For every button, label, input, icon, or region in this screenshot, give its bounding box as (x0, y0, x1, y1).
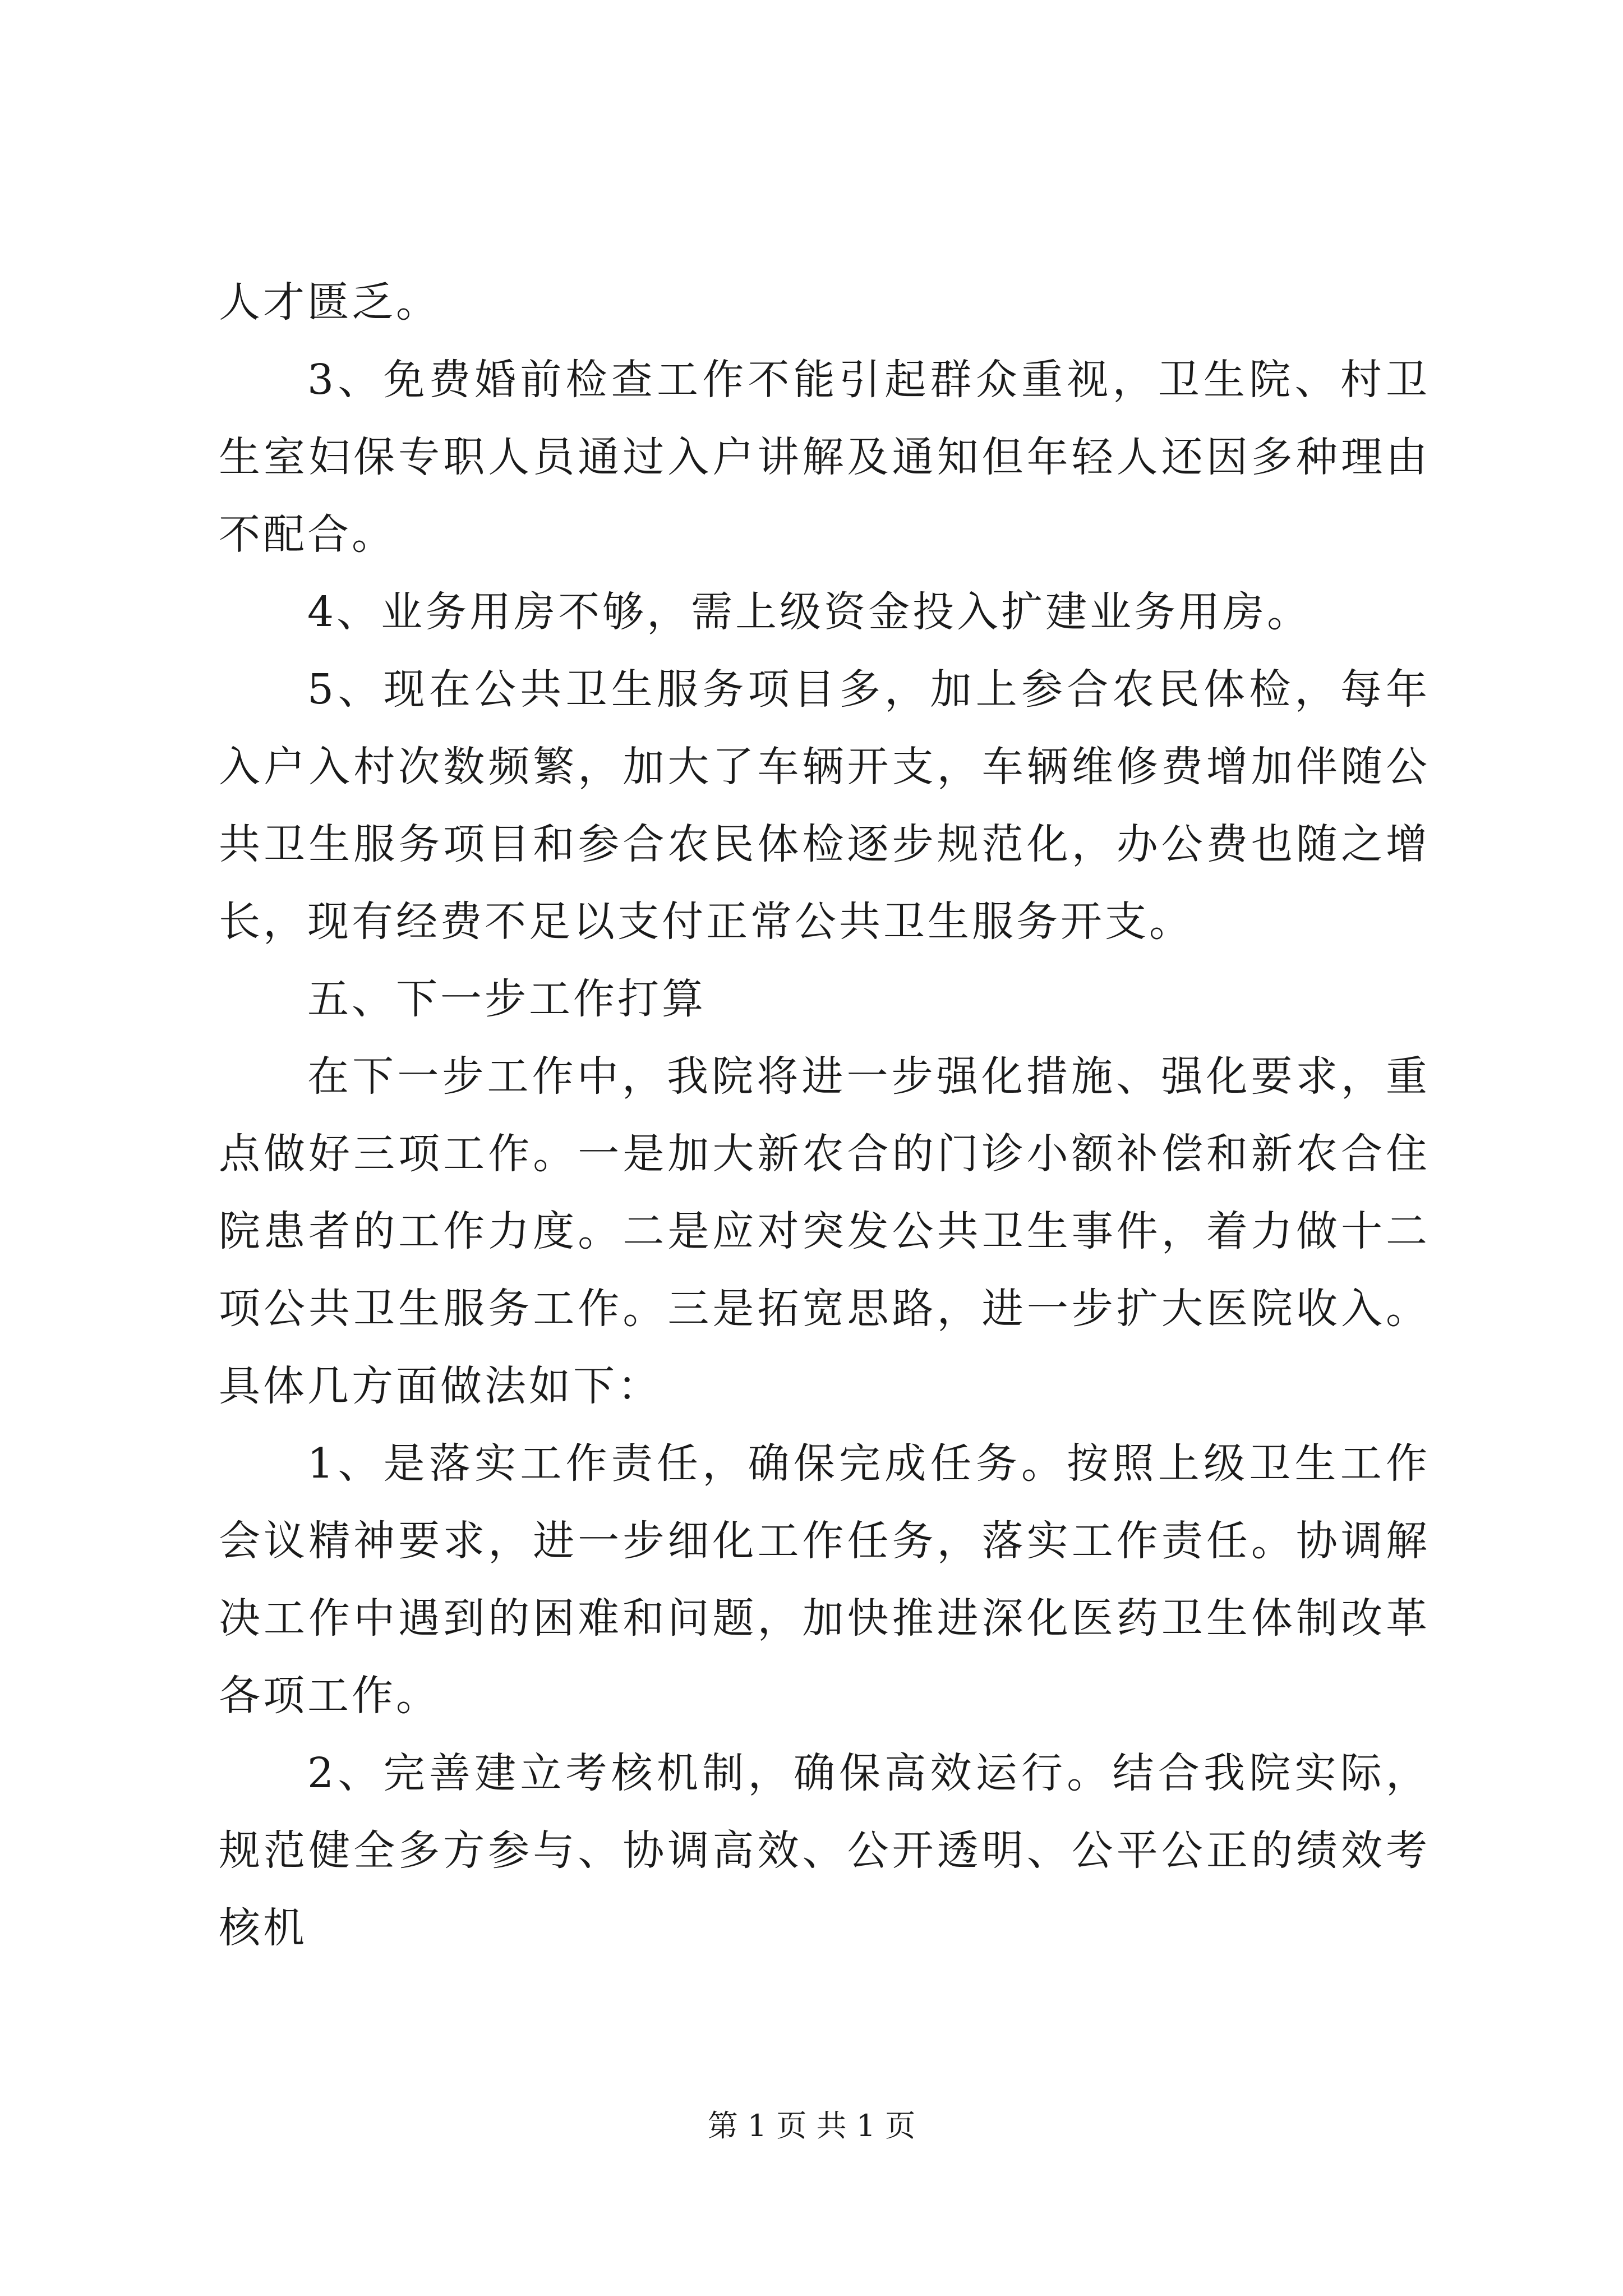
paragraph-6: 在下一步工作中，我院将进一步强化措施、强化要求，重点做好三项工作。一是加大新农合的门诊小额补偿和新农合住院患者的工作力度。二是应对突发公共卫生事件，着力做十二项公共卫生服务工作。三是拓宽思路，进一步扩大医院收入。具体几方面做法如下： (219, 1052, 1430, 1410)
paragraph-7: 1、是落实工作责任，确保完成任务。按照上级卫生工作会议精神要求，进一步细化工作任务，落实工作责任。协调解决工作中遇到的困难和问题，加快推进深化医药卫生体制改革各项工作。 (219, 1439, 1430, 1720)
paragraph-1: 人才匮乏。 (219, 278, 440, 326)
page-footer: 第 1 页 共 1 页 (707, 2108, 916, 2143)
paragraph-4: 5、现在公共卫生服务项目多，加上参合农民体检，每年入户入村次数频繁，加大了车辆开支，车辆维修费增加伴随公共卫生服务项目和参合农民体检逐步规范化，办公费也随之增长，现有经费不足以支付正常公共卫生服务开支。 (219, 665, 1430, 946)
paragraph-8: 2、完善建立考核机制，确保高效运行。结合我院实际，规范健全多方参与、协调高效、公开透明、公平公正的绩效考核机 (219, 1749, 1430, 1952)
document-body (219, 264, 1430, 1967)
section-heading: 五、下一步工作打算 (307, 975, 706, 1023)
paragraph-2: 3、免费婚前检查工作不能引起群众重视，卫生院、村卫生室妇保专职人员通过入户讲解及通知但年轻人还因多种理由不配合。 (219, 356, 1430, 559)
paragraph-3: 4、业务用房不够，需上级资金投入扩建业务用房。 (307, 588, 1312, 636)
